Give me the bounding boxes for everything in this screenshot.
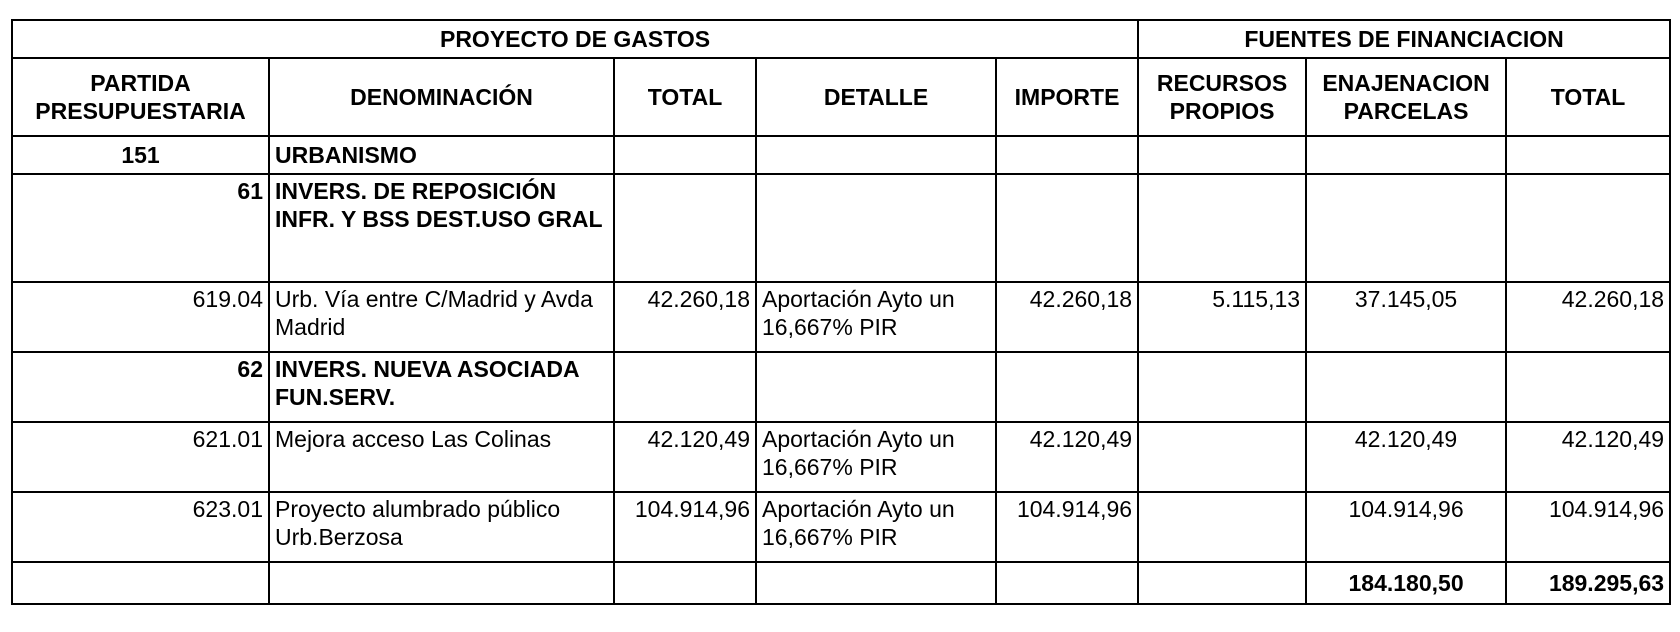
cell-recursos-propios: 5.115,13	[1138, 282, 1306, 352]
cell-importe	[996, 136, 1138, 174]
cell-partida: 623.01	[12, 492, 269, 562]
cell-total-financiacion: 42.120,49	[1506, 422, 1670, 492]
cell-total: 42.260,18	[614, 282, 756, 352]
cell-total	[614, 174, 756, 282]
cell-total-financiacion: 42.260,18	[1506, 282, 1670, 352]
cell-detalle: Aportación Ayto un 16,667% PIR	[756, 422, 996, 492]
cell-importe: 104.914,96	[996, 492, 1138, 562]
cell-recursos-propios	[1138, 492, 1306, 562]
cell-partida	[12, 562, 269, 604]
cell-detalle	[756, 174, 996, 282]
col-header-total: TOTAL	[614, 58, 756, 136]
group-header-fuentes: FUENTES DE FINANCIACION	[1138, 20, 1670, 58]
cell-importe: 42.120,49	[996, 422, 1138, 492]
column-header-row	[12, 58, 1670, 136]
cell-importe	[996, 174, 1138, 282]
cell-total: 104.914,96	[614, 492, 756, 562]
cell-partida: 151	[12, 136, 269, 174]
cell-partida: 61	[12, 174, 269, 282]
col-header-partida: PARTIDA PRESUPUESTARIA	[12, 58, 269, 136]
table-row	[12, 282, 1670, 352]
cell-total	[614, 352, 756, 422]
col-header-enajenacion-parcelas: ENAJENACION PARCELAS	[1306, 58, 1506, 136]
cell-recursos-propios	[1138, 174, 1306, 282]
cell-detalle: Aportación Ayto un 16,667% PIR	[756, 282, 996, 352]
cell-denominacion	[269, 562, 614, 604]
cell-denominacion: INVERS. DE REPOSICIÓN INFR. Y BSS DEST.USO GRAL	[269, 174, 614, 282]
cell-importe	[996, 352, 1138, 422]
table-row	[12, 352, 1670, 422]
cell-denominacion: Urb. Vía entre C/Madrid y Avda Madrid	[269, 282, 614, 352]
col-header-denominacion: DENOMINACIÓN	[269, 58, 614, 136]
cell-detalle	[756, 136, 996, 174]
cell-detalle	[756, 562, 996, 604]
cell-enajenacion: 42.120,49	[1306, 422, 1506, 492]
cell-total: 42.120,49	[614, 422, 756, 492]
table-row	[12, 492, 1670, 562]
col-header-detalle: DETALLE	[756, 58, 996, 136]
cell-total-financiacion: 104.914,96	[1506, 492, 1670, 562]
cell-partida: 621.01	[12, 422, 269, 492]
cell-enajenacion: 104.914,96	[1306, 492, 1506, 562]
cell-detalle	[756, 352, 996, 422]
group-header-row	[12, 20, 1670, 58]
cell-enajenacion	[1306, 352, 1506, 422]
total-enajenacion: 184.180,50	[1306, 562, 1506, 604]
total-financiacion: 189.295,63	[1506, 562, 1670, 604]
cell-total-financiacion	[1506, 352, 1670, 422]
col-header-total-financiacion: TOTAL	[1506, 58, 1670, 136]
cell-recursos-propios	[1138, 352, 1306, 422]
table-row	[12, 136, 1670, 174]
cell-denominacion: URBANISMO	[269, 136, 614, 174]
cell-recursos-propios	[1138, 422, 1306, 492]
cell-importe: 42.260,18	[996, 282, 1138, 352]
cell-enajenacion	[1306, 136, 1506, 174]
cell-importe	[996, 562, 1138, 604]
group-header-gastos: PROYECTO DE GASTOS	[12, 20, 1138, 58]
cell-partida: 62	[12, 352, 269, 422]
cell-denominacion: INVERS. NUEVA ASOCIADA FUN.SERV.	[269, 352, 614, 422]
cell-total-financiacion	[1506, 136, 1670, 174]
budget-table	[11, 19, 1671, 605]
table-row	[12, 422, 1670, 492]
cell-partida: 619.04	[12, 282, 269, 352]
cell-denominacion: Proyecto alumbrado público Urb.Berzosa	[269, 492, 614, 562]
cell-denominacion: Mejora acceso Las Colinas	[269, 422, 614, 492]
cell-total-financiacion	[1506, 174, 1670, 282]
cell-total	[614, 562, 756, 604]
col-header-recursos-propios: RECURSOS PROPIOS	[1138, 58, 1306, 136]
cell-total	[614, 136, 756, 174]
col-header-importe: IMPORTE	[996, 58, 1138, 136]
cell-enajenacion	[1306, 174, 1506, 282]
table-row	[12, 174, 1670, 282]
cell-recursos-propios	[1138, 562, 1306, 604]
cell-recursos-propios	[1138, 136, 1306, 174]
cell-detalle: Aportación Ayto un 16,667% PIR	[756, 492, 996, 562]
totals-row	[12, 562, 1670, 604]
cell-enajenacion: 37.145,05	[1306, 282, 1506, 352]
